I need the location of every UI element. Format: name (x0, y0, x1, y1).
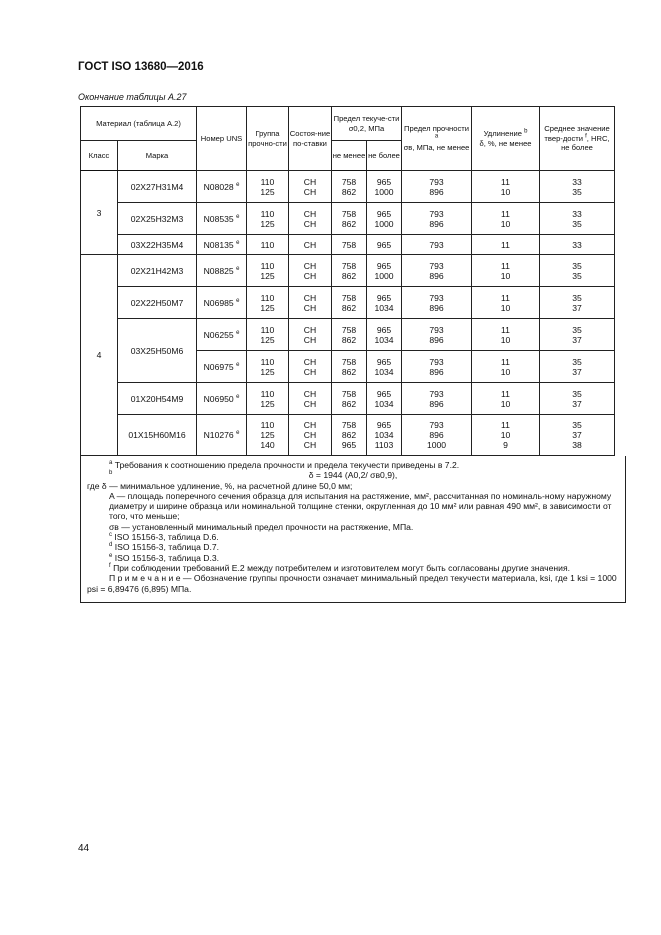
cell-strength-group (247, 415, 289, 456)
cell-delivery-condition (289, 171, 332, 203)
cell-value: 125 (260, 366, 275, 377)
cell-value: 896 (429, 366, 444, 377)
cell-value: 793 (429, 176, 444, 187)
cell-yield-max (367, 287, 402, 319)
cell-value: 758 (341, 356, 357, 367)
cell-value: 896 (429, 302, 444, 313)
cell-value: 965 (376, 239, 392, 250)
cell-hardness (540, 319, 615, 351)
cell-value: 965 (376, 388, 392, 399)
cell-value: 35 (572, 218, 582, 229)
page-number: 44 (78, 843, 90, 854)
cell-value: 758 (341, 208, 357, 219)
cell-value: 965 (376, 324, 392, 335)
footnote-sigma-definition: σв — установленный минимальный предел прочности на растяжение, МПа. (109, 521, 414, 532)
table-row (81, 255, 615, 287)
cell-value: 1000 (374, 186, 394, 197)
cell-delivery-condition (289, 319, 332, 351)
footnote-e: ISO 15156-3, таблица D.3. (114, 552, 220, 563)
cell-value: 110 (260, 388, 275, 399)
cell-value: 1034 (374, 366, 394, 377)
cell-hardness (540, 415, 615, 456)
cell-value: 758 (341, 420, 357, 430)
cell-value: 125 (260, 270, 275, 281)
cell-value: 110 (260, 356, 275, 367)
cell-delivery-condition (289, 203, 332, 235)
cell-strength-group (247, 351, 289, 383)
cell-value: 793 (429, 208, 444, 219)
cell-value: 11 (501, 292, 510, 303)
cell-value: СН (303, 334, 317, 345)
cell-value: 125 (260, 218, 275, 229)
uns-number: N08135 (203, 239, 234, 250)
cell-value: 37 (572, 430, 582, 440)
cell-value: 793 (429, 260, 444, 271)
cell-value: 862 (341, 430, 357, 440)
cell-value: 1000 (374, 270, 394, 281)
cell-class: 3 (81, 171, 118, 255)
cell-uns (197, 235, 247, 255)
elongation-footnote-mark: b (524, 128, 528, 135)
cell-value: 11 (501, 239, 510, 250)
cell-elongation (472, 415, 540, 456)
cell-value: 110 (260, 176, 275, 187)
cell-value: 1000 (374, 218, 394, 229)
cell-value: 965 (376, 356, 392, 367)
cell-strength-group (247, 171, 289, 203)
cell-uns (197, 171, 247, 203)
cell-yield-max (367, 319, 402, 351)
cell-value: 1034 (374, 302, 394, 313)
cell-value: 758 (341, 292, 357, 303)
cell-hardness (540, 383, 615, 415)
cell-value: 862 (341, 302, 357, 313)
cell-value: СН (303, 218, 317, 229)
cell-yield-max (367, 203, 402, 235)
cell-value: 35 (572, 388, 582, 399)
cell-value: 37 (572, 366, 582, 377)
cell-value: 862 (341, 270, 357, 281)
cell-value: 10 (500, 218, 511, 229)
cell-value: 110 (260, 208, 275, 219)
cell-uns (197, 203, 247, 235)
cell-uns (197, 319, 247, 351)
cell-grade: 01Х15Н60М16 (118, 415, 197, 456)
header-yield-min: не менее (332, 141, 367, 171)
cell-value: 37 (572, 398, 582, 409)
cell-value: 11 (501, 420, 510, 430)
cell-value: 110 (260, 239, 275, 250)
cell-value: 10 (500, 334, 511, 345)
cell-delivery-condition (289, 415, 332, 456)
cell-value: 896 (429, 334, 444, 345)
footnote-f: При соблюдении требований Е.2 между потребителем и изготовителем могут быть согласованы другие значения. (113, 562, 570, 573)
cell-value: 10 (500, 430, 511, 440)
cell-value: СН (303, 260, 317, 271)
footnote-a-mark: a (109, 460, 113, 467)
cell-value: 793 (429, 324, 444, 335)
cell-tensile-strength (402, 383, 472, 415)
cell-yield-min (332, 415, 367, 456)
cell-tensile-strength (402, 235, 472, 255)
cell-yield-min (332, 319, 367, 351)
header-tensile-strength (402, 107, 472, 171)
uns-footnote-mark: e (236, 297, 240, 304)
cell-strength-group (247, 383, 289, 415)
cell-value: 758 (341, 176, 357, 187)
cell-grade: 02Х22Н50М7 (118, 287, 197, 319)
cell-value: 758 (341, 260, 357, 271)
uns-number: N06950 (203, 393, 234, 404)
cell-tensile-strength (402, 351, 472, 383)
table-container (80, 106, 617, 603)
footnote-A-definition: A — площадь поперечного сечения образца для испытания на растяжение, мм², рассчитанная по номиналь-ному наружному диаметру и ширине образца или номинальной толщине стенки, округленная до 10 мм² или равная 490 мм², в зависимости от того, что меньше; (109, 490, 612, 522)
footnote-d: ISO 15156-3, таблица D.7. (114, 542, 220, 553)
cell-value: 35 (572, 292, 582, 303)
cell-value: 793 (429, 356, 444, 367)
cell-value: 10 (500, 366, 511, 377)
table-row (81, 415, 615, 456)
uns-number: N10276 (203, 430, 234, 440)
cell-elongation (472, 287, 540, 319)
cell-value: 35 (572, 260, 582, 271)
cell-value: 862 (341, 334, 357, 345)
uns-footnote-mark: e (236, 361, 240, 368)
uns-number: N08535 (203, 213, 234, 224)
uns-number: N08028 (203, 181, 234, 192)
cell-uns (197, 415, 247, 456)
footnote-a: Требования к соотношению предела прочности и предела текучести приведены в 7.2. (114, 460, 460, 470)
cell-value: 965 (376, 208, 392, 219)
uns-number: N06255 (203, 329, 234, 340)
cell-tensile-strength (402, 287, 472, 319)
cell-strength-group (247, 255, 289, 287)
cell-strength-group (247, 319, 289, 351)
footnote-b-mark: b (109, 470, 113, 477)
cell-value: 110 (260, 420, 275, 430)
header-class: Класс (81, 141, 118, 171)
cell-value: 862 (341, 186, 357, 197)
cell-grade: 02Х25Н32М3 (118, 203, 197, 235)
cell-grade: 02Х27Н31М4 (118, 171, 197, 203)
cell-value: 793 (429, 420, 444, 430)
cell-value: 793 (429, 292, 444, 303)
footnote-where: где δ — минимальное удлинение, %, на расчетной длине 50,0 мм; (87, 480, 353, 491)
document-header: ГОСТ ISO 13680—2016 (78, 61, 204, 73)
cell-value: 110 (260, 260, 275, 271)
cell-hardness (540, 255, 615, 287)
cell-value: 38 (572, 440, 582, 450)
uns-footnote-mark: e (236, 265, 240, 272)
cell-grade: 03Х25Н50М6 (118, 319, 197, 383)
cell-value: 758 (341, 324, 357, 335)
uns-number: N08825 (203, 265, 234, 276)
table-row (81, 203, 615, 235)
cell-elongation (472, 203, 540, 235)
table-body (81, 171, 615, 456)
cell-uns (197, 383, 247, 415)
cell-tensile-strength (402, 255, 472, 287)
cell-value: 1034 (374, 334, 394, 345)
cell-value: 125 (260, 430, 275, 440)
cell-value: 862 (341, 366, 357, 377)
cell-yield-min (332, 287, 367, 319)
cell-value: 125 (260, 334, 275, 345)
header-yield-strength: Предел текуче-сти σ0,2, МПа (332, 107, 402, 141)
cell-hardness (540, 203, 615, 235)
cell-grade: 03Х22Н35М4 (118, 235, 197, 255)
elongation-formula: δ = 1944 (A0,2/ σв0,9), (308, 470, 398, 481)
table-row (81, 319, 615, 351)
cell-strength-group (247, 235, 289, 255)
properties-table (80, 106, 615, 456)
cell-yield-max (367, 255, 402, 287)
cell-delivery-condition (289, 255, 332, 287)
cell-value: СН (303, 208, 317, 219)
cell-value: 35 (572, 420, 582, 430)
cell-hardness (540, 171, 615, 203)
cell-value: 758 (341, 239, 357, 250)
cell-hardness (540, 235, 615, 255)
cell-yield-min (332, 171, 367, 203)
cell-value: 9 (503, 440, 508, 450)
tensile-label-2: σв, МПа, не менее (403, 143, 470, 153)
cell-yield-max (367, 383, 402, 415)
cell-value: 35 (572, 324, 582, 335)
cell-uns (197, 351, 247, 383)
cell-value: 1000 (426, 440, 447, 450)
cell-value: СН (303, 292, 317, 303)
cell-value: 965 (341, 440, 357, 450)
cell-value: 11 (501, 324, 510, 335)
table-caption: Окончание таблицы А.27 (78, 92, 187, 102)
cell-value: СН (303, 270, 317, 281)
tensile-label: Предел прочности (404, 124, 469, 134)
cell-delivery-condition (289, 351, 332, 383)
elongation-label: Удлинение (483, 129, 525, 138)
cell-value: 125 (260, 302, 275, 313)
cell-value: 896 (429, 186, 444, 197)
tensile-footnote-mark: a (434, 133, 439, 140)
cell-value: 11 (501, 208, 510, 219)
header-delivery-condition: Состоя-ние по-ставки (289, 107, 332, 171)
hardness-footnote-mark: f (585, 133, 587, 140)
cell-elongation (472, 383, 540, 415)
uns-footnote-mark: e (236, 239, 240, 246)
cell-delivery-condition (289, 235, 332, 255)
cell-tensile-strength (402, 415, 472, 456)
cell-delivery-condition (289, 383, 332, 415)
cell-value: 896 (429, 430, 444, 440)
cell-value: 896 (429, 398, 444, 409)
cell-value: 37 (572, 334, 582, 345)
uns-number: N06985 (203, 297, 234, 308)
cell-elongation (472, 171, 540, 203)
cell-yield-max (367, 235, 402, 255)
cell-yield-min (332, 203, 367, 235)
hardness-label-2: , HRC, не более (561, 133, 610, 153)
cell-elongation (472, 255, 540, 287)
header-strength-group: Группа прочно-сти (247, 107, 289, 171)
cell-grade: 01Х20Н54М9 (118, 383, 197, 415)
cell-value: 37 (572, 302, 582, 313)
cell-strength-group (247, 203, 289, 235)
cell-value: 11 (501, 388, 510, 399)
cell-tensile-strength (402, 203, 472, 235)
cell-strength-group (247, 287, 289, 319)
cell-value: 125 (260, 186, 275, 197)
cell-value: СН (303, 430, 317, 440)
cell-value: СН (303, 398, 317, 409)
cell-value: СН (303, 420, 317, 430)
cell-value: 35 (572, 270, 582, 281)
cell-value: 965 (376, 260, 392, 271)
cell-value: 125 (260, 398, 275, 409)
cell-elongation (472, 235, 540, 255)
cell-value: 11 (501, 260, 510, 271)
cell-tensile-strength (402, 319, 472, 351)
cell-hardness (540, 287, 615, 319)
cell-value: 1103 (374, 440, 394, 450)
cell-yield-min (332, 255, 367, 287)
cell-tensile-strength (402, 171, 472, 203)
cell-value: 862 (341, 218, 357, 229)
cell-value: 11 (501, 176, 510, 187)
cell-yield-max (367, 171, 402, 203)
cell-value: 110 (260, 324, 275, 335)
cell-value: СН (303, 186, 317, 197)
note-label: П р и м е ч а н и е (109, 573, 181, 584)
cell-yield-min (332, 383, 367, 415)
cell-yield-max (367, 351, 402, 383)
cell-value: 793 (429, 388, 444, 399)
cell-value: 110 (260, 292, 275, 303)
uns-footnote-mark: e (236, 329, 240, 336)
cell-value: 33 (572, 208, 582, 219)
cell-value: 35 (572, 186, 582, 197)
table-row (81, 383, 615, 415)
uns-footnote-mark: e (236, 430, 240, 437)
cell-value: 758 (341, 388, 357, 399)
cell-value: СН (303, 239, 317, 250)
table-footnotes: $^a$ Требования к соотношению предела прочности и предела текучести приведены в 7.2. $^b$ δ = 1944 (A0,2/ σв0,9), где δ — минимальное удлинение, %, на расчетной длине 50,0 мм; A — площадь поперечного сечения образца для испытания на растяжение, мм², рассчитанная по номиналь-ному наружному диаметру и ширине образца или номинальной толщине стенки, округленная до 10 мм² или равная 490 мм², в зависимости от того, что меньше; σв — установленный минимальный предел прочности на растяжение, МПа. $^c$ ISO 15156-3, таблица D.6. $^d$ ISO 15156-3, таблица D.7. $^e$ ISO 15156-3, таблица D.3. $^f$ При соблюдении требований Е.2 между потребителем и изготовителем могут быть согласованы другие значения. П р и м е ч а н и е — Обозначение группы прочности означает минимальный предел текучести материала, ksi, где 1 ksi = 1000 psi = 6,89476 (6,895) МПа. (80, 456, 626, 603)
cell-uns (197, 255, 247, 287)
cell-value: СН (303, 324, 317, 335)
cell-value: 140 (260, 440, 275, 450)
cell-value: 965 (376, 176, 392, 187)
cell-value: 1034 (374, 430, 394, 440)
footnote-c: ISO 15156-3, таблица D.6. (114, 532, 219, 543)
uns-footnote-mark: e (236, 181, 240, 188)
uns-footnote-mark: e (236, 393, 240, 400)
cell-value: 10 (500, 186, 511, 197)
uns-number: N06975 (203, 361, 234, 372)
cell-value: 965 (376, 420, 392, 430)
header-grade: Марка (118, 141, 197, 171)
cell-value: СН (303, 356, 317, 367)
cell-yield-max (367, 415, 402, 456)
cell-value: СН (303, 388, 317, 399)
cell-value: СН (303, 176, 317, 187)
table-row (81, 171, 615, 203)
table-row (81, 235, 615, 255)
cell-elongation (472, 319, 540, 351)
cell-value: 965 (376, 292, 392, 303)
cell-value: 896 (429, 218, 444, 229)
cell-value: 11 (501, 356, 510, 367)
cell-value: 896 (429, 270, 444, 281)
header-uns: Номер UNS (197, 107, 247, 171)
header-hardness (540, 107, 615, 171)
hardness-label: Среднее значение твер-дости (544, 124, 610, 143)
cell-value: 35 (572, 356, 582, 367)
cell-value: 793 (429, 239, 444, 250)
elongation-label-2: δ, %, не менее (479, 138, 532, 148)
cell-delivery-condition (289, 287, 332, 319)
cell-value: 1034 (374, 398, 394, 409)
cell-value: 33 (572, 239, 582, 250)
cell-yield-min (332, 235, 367, 255)
cell-value: 10 (500, 302, 511, 313)
cell-uns (197, 287, 247, 319)
cell-value: 10 (500, 398, 511, 409)
cell-yield-min (332, 351, 367, 383)
cell-grade: 02Х21Н42М3 (118, 255, 197, 287)
cell-value: СН (303, 366, 317, 377)
header-elongation (472, 107, 540, 171)
header-material: Материал (таблица А.2) (81, 107, 197, 141)
cell-value: СН (303, 302, 317, 313)
cell-value: 33 (572, 176, 582, 187)
cell-hardness (540, 351, 615, 383)
table-head (81, 107, 615, 171)
table-row (81, 287, 615, 319)
cell-elongation (472, 351, 540, 383)
cell-class: 4 (81, 255, 118, 456)
cell-value: 10 (500, 270, 511, 281)
cell-value: СН (303, 440, 317, 450)
header-yield-max: не более (367, 141, 402, 171)
cell-value: 862 (341, 398, 357, 409)
uns-footnote-mark: e (236, 213, 240, 220)
note-text: — Обозначение группы прочности означает минимальный предел текучести материала, ksi, где 1 ksi = 1000 psi = 6,89476 (6,895) МПа. (87, 573, 617, 594)
